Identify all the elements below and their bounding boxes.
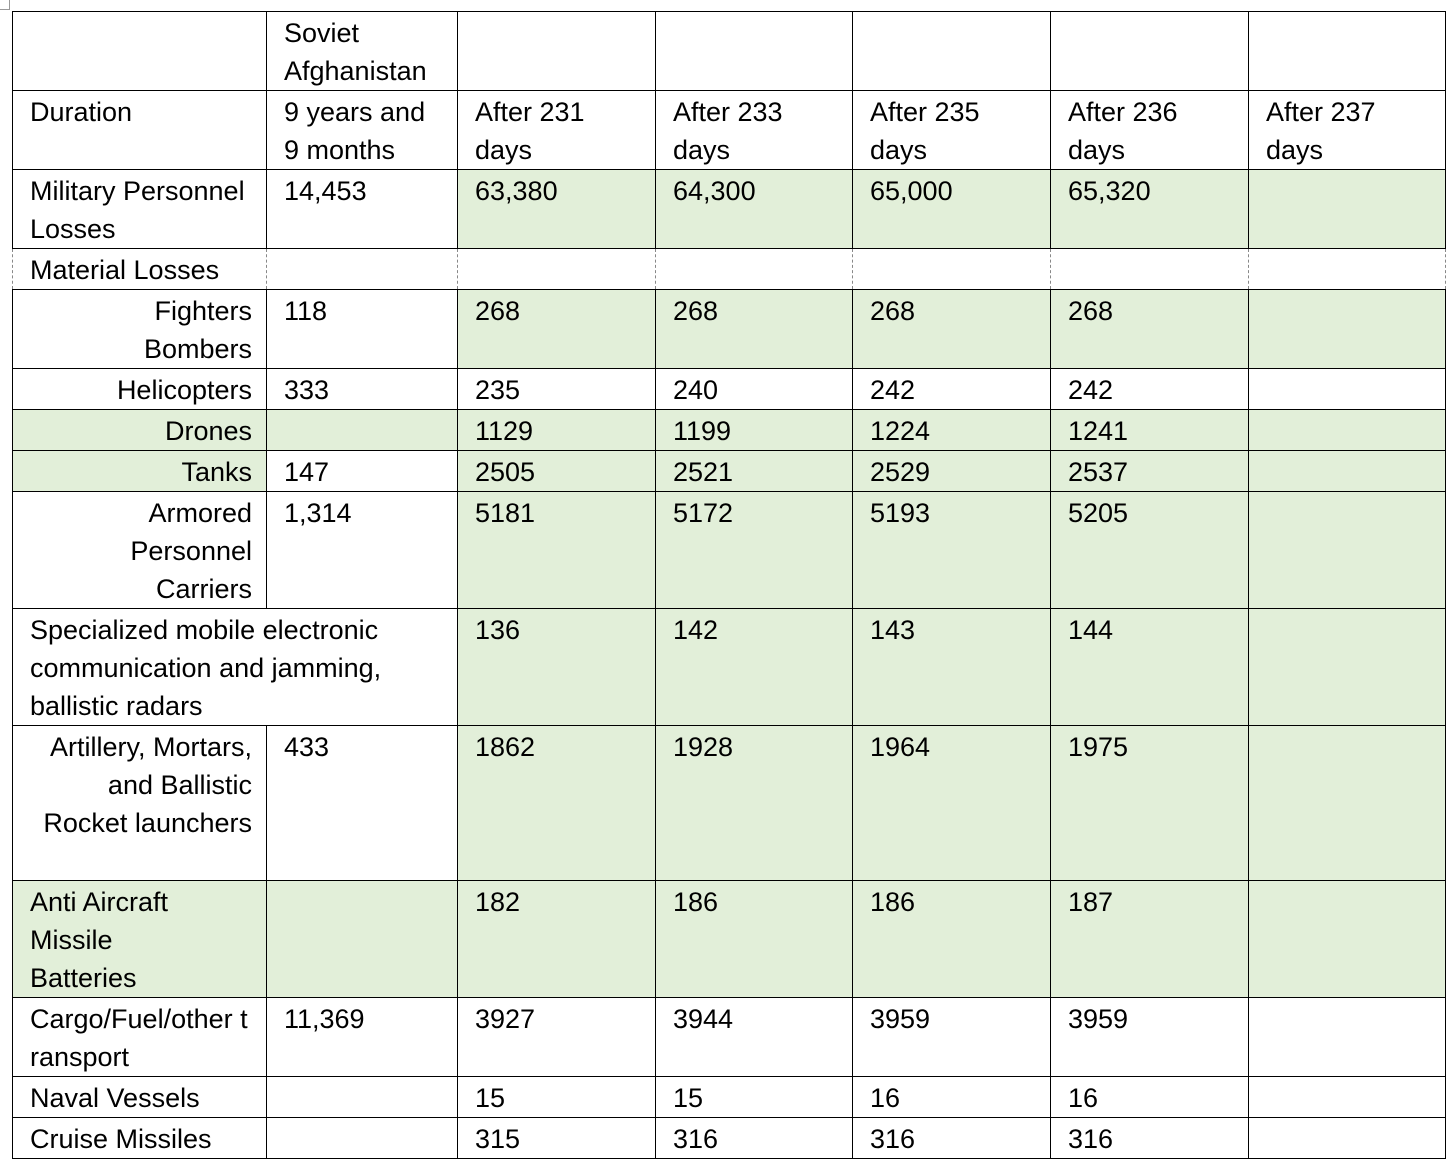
table-row-naval-vessels — [13, 1077, 1446, 1118]
table-cell: 11,369 — [267, 998, 458, 1077]
table-row-drones — [13, 410, 1446, 451]
table-cell: 240 — [656, 369, 853, 410]
table-cell: 1975 — [1051, 726, 1249, 881]
table-cell: 235 — [458, 369, 656, 410]
table-cell: 3927 — [458, 998, 656, 1077]
table-cell: 65,320 — [1051, 170, 1249, 249]
row-label: Cargo/Fuel/other transport — [13, 998, 267, 1077]
table-cell: After 233 days — [656, 91, 853, 170]
row-label: Armored Personnel Carriers — [13, 492, 267, 609]
table-cell: 268 — [458, 290, 656, 369]
table-cell: 5205 — [1051, 492, 1249, 609]
row-label: Military Personnel Losses — [13, 170, 267, 249]
table-cell: 14,453 — [267, 170, 458, 249]
table-row-cruise-missiles — [13, 1118, 1446, 1159]
table-cell: 15 — [656, 1077, 853, 1118]
table-cell: 315 — [458, 1118, 656, 1159]
table-cell: 143 — [853, 609, 1051, 726]
table-cell — [267, 881, 458, 998]
table-row-armored-personnel-carriers — [13, 492, 1446, 609]
table-cell — [1249, 998, 1446, 1077]
table-cell: 15 — [458, 1077, 656, 1118]
table-cell: 136 — [458, 609, 656, 726]
table-cell: 1928 — [656, 726, 853, 881]
table-cell: 3944 — [656, 998, 853, 1077]
table-cell: 3959 — [853, 998, 1051, 1077]
table-cell — [1249, 881, 1446, 998]
table-cell — [1249, 451, 1446, 492]
table-cell — [1249, 492, 1446, 609]
table-cell: 1862 — [458, 726, 656, 881]
table-cell: 268 — [1051, 290, 1249, 369]
table-row-material-losses — [13, 249, 1446, 290]
table-cell: 268 — [656, 290, 853, 369]
header-cell — [458, 12, 656, 91]
table-cell: 1,314 — [267, 492, 458, 609]
table-cell: 316 — [853, 1118, 1051, 1159]
table-cell: 268 — [853, 290, 1051, 369]
table-cell — [1249, 609, 1446, 726]
header-cell — [853, 12, 1051, 91]
table-cell: 144 — [1051, 609, 1249, 726]
table-cell — [1249, 1118, 1446, 1159]
table-cell: 5193 — [853, 492, 1051, 609]
table-cell: 64,300 — [656, 170, 853, 249]
table-cell — [656, 249, 853, 290]
row-label: Specialized mobile electronic communication and jamming, ballistic radars — [13, 609, 458, 726]
table-cell — [1249, 726, 1446, 881]
header-cell — [656, 12, 853, 91]
losses-table — [12, 11, 1446, 1159]
table-cell: 147 — [267, 451, 458, 492]
table-cell: 316 — [656, 1118, 853, 1159]
table-cell: 242 — [853, 369, 1051, 410]
table-cell — [267, 1118, 458, 1159]
table-row-helicopters — [13, 369, 1446, 410]
table-cell: 3959 — [1051, 998, 1249, 1077]
table-cell — [1249, 290, 1446, 369]
table-row-personnel-losses — [13, 170, 1446, 249]
table-cell: 433 — [267, 726, 458, 881]
table-cell — [1051, 249, 1249, 290]
table-cell — [1249, 170, 1446, 249]
table-row-electronic-radars — [13, 609, 1446, 726]
row-label: Duration — [13, 91, 267, 170]
row-label: Artillery, Mortars, and Ballistic Rocket launchers — [13, 726, 267, 881]
table-cell: 2521 — [656, 451, 853, 492]
section-label: Material Losses — [13, 249, 267, 290]
document-corner-mark — [0, 0, 10, 10]
table-row-fighters-bombers — [13, 290, 1446, 369]
table-row-tanks — [13, 451, 1446, 492]
table-cell: 65,000 — [853, 170, 1051, 249]
table-cell: 2505 — [458, 451, 656, 492]
table-cell: 1224 — [853, 410, 1051, 451]
table-cell — [1249, 1077, 1446, 1118]
table-cell — [1249, 410, 1446, 451]
table-cell — [267, 249, 458, 290]
table-cell: 2529 — [853, 451, 1051, 492]
table-cell: 16 — [1051, 1077, 1249, 1118]
header-cell-soviet-afghanistan: Soviet Afghanistan — [267, 12, 458, 91]
table-cell: 333 — [267, 369, 458, 410]
table-cell — [458, 249, 656, 290]
table-cell — [1249, 369, 1446, 410]
table-cell — [267, 410, 458, 451]
table-cell: After 235 days — [853, 91, 1051, 170]
table-cell: 186 — [656, 881, 853, 998]
table-cell: 186 — [853, 881, 1051, 998]
header-cell-label — [13, 12, 267, 91]
row-label: Drones — [13, 410, 267, 451]
table-cell: 1129 — [458, 410, 656, 451]
row-label: Helicopters — [13, 369, 267, 410]
table-row-cargo-transport — [13, 998, 1446, 1077]
table-cell: After 236 days — [1051, 91, 1249, 170]
table-cell — [1249, 249, 1446, 290]
table-row-duration — [13, 91, 1446, 170]
table-cell — [853, 249, 1051, 290]
table-row-artillery — [13, 726, 1446, 881]
table-cell: 5181 — [458, 492, 656, 609]
table-cell: 187 — [1051, 881, 1249, 998]
table-cell: 5172 — [656, 492, 853, 609]
row-label: Anti Aircraft Missile Batteries — [13, 881, 267, 998]
table-cell: 9 years and 9 months — [267, 91, 458, 170]
table-cell: 63,380 — [458, 170, 656, 249]
table-cell: 118 — [267, 290, 458, 369]
table-cell: 182 — [458, 881, 656, 998]
table-cell: 1241 — [1051, 410, 1249, 451]
table-cell: 142 — [656, 609, 853, 726]
table-cell: 1199 — [656, 410, 853, 451]
row-label: Naval Vessels — [13, 1077, 267, 1118]
table-cell: 1964 — [853, 726, 1051, 881]
table-cell: 242 — [1051, 369, 1249, 410]
table-cell: After 231 days — [458, 91, 656, 170]
header-cell — [1051, 12, 1249, 91]
table-cell — [267, 1077, 458, 1118]
table-cell: 16 — [853, 1077, 1051, 1118]
table-cell: After 237 days — [1249, 91, 1446, 170]
table-cell: 316 — [1051, 1118, 1249, 1159]
header-cell — [1249, 12, 1446, 91]
table-cell: 2537 — [1051, 451, 1249, 492]
row-label: Cruise Missiles — [13, 1118, 267, 1159]
row-label: Fighters Bombers — [13, 290, 267, 369]
table-row-anti-aircraft — [13, 881, 1446, 998]
row-label: Tanks — [13, 451, 267, 492]
header-row — [13, 12, 1446, 91]
